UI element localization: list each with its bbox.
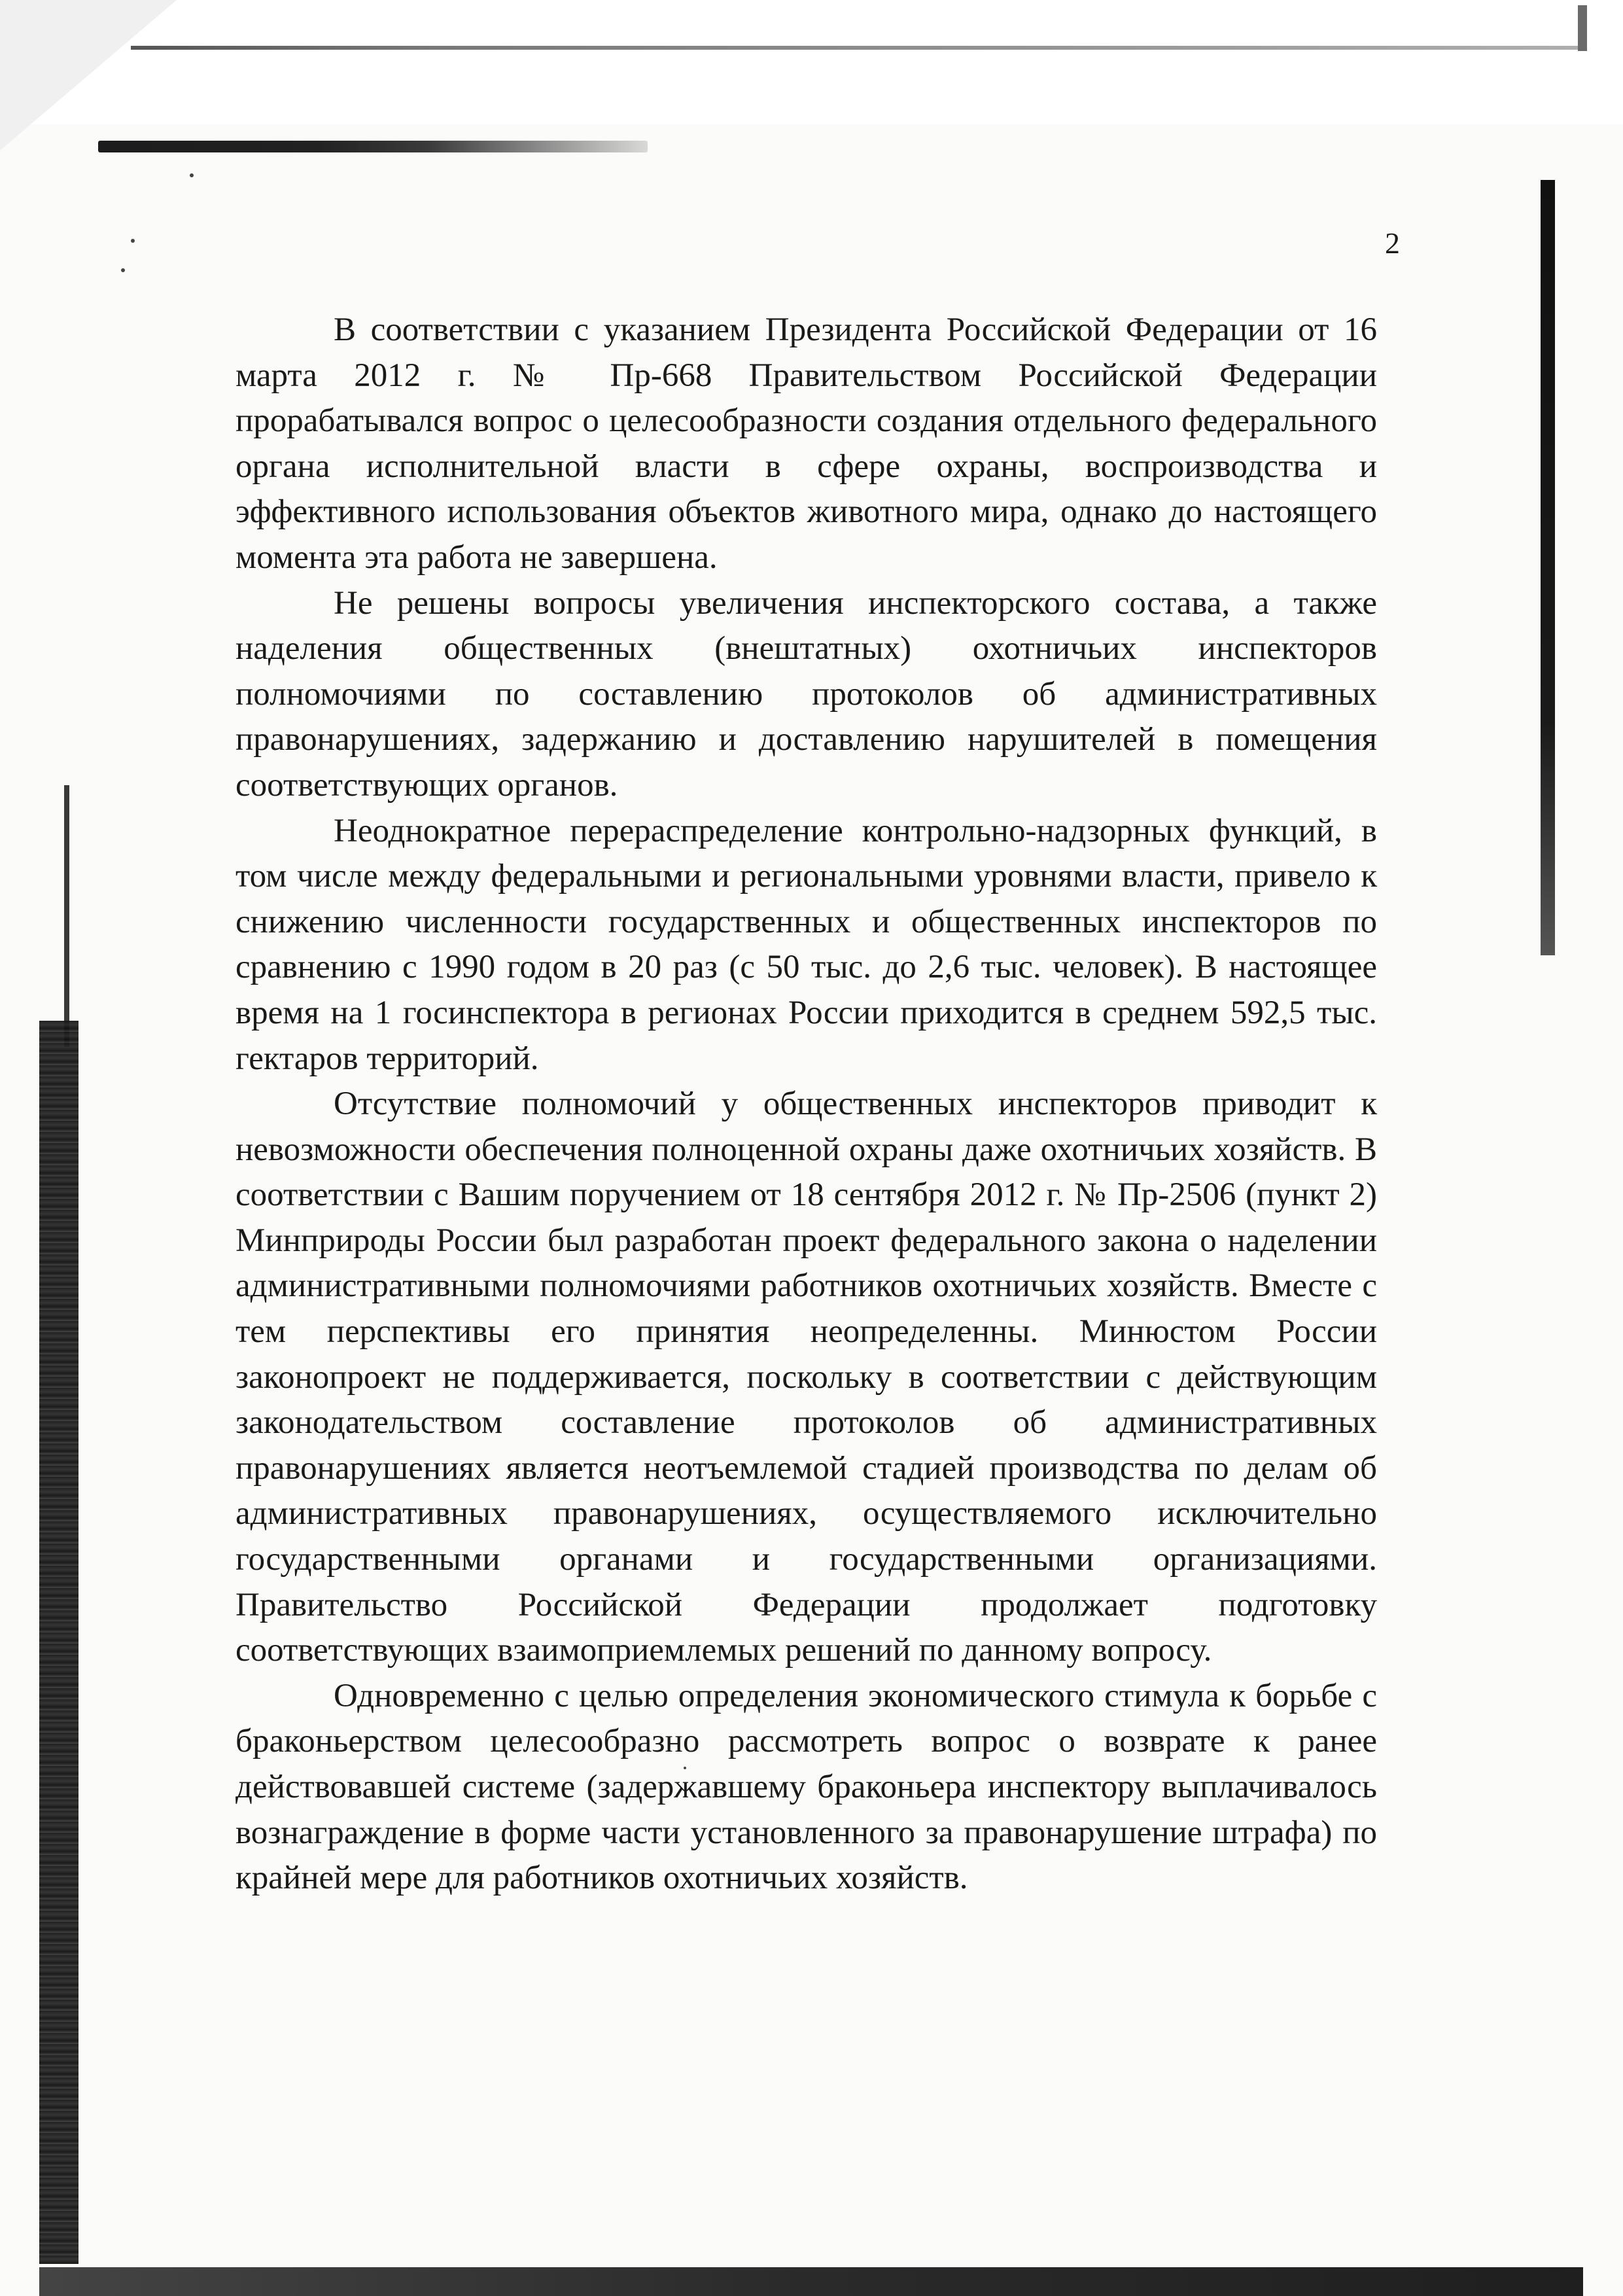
paragraph-2: Не решены вопросы увеличения инспекторского состава, а также наделения общественных (внештатных) охотничьих инспекторов полномочиями по составлению протоколов об административных правонарушениях, задержанию и доставлению нарушителей в помещения соответствующих органов. xyxy=(236,584,1377,804)
paragraph-4: Отсутствие полномочий у общественных инспекторов приводит к невозможности обеспечения полноценной охраны даже охотничьих хозяйств. В соответствии с Вашим поручением от 18 сентября 2012 г. № Пр-2506 (пункт 2) Минприроды России был разработан проект федерального закона о наделении административными полномочиями работников охотничьих хозяйств. Вместе с тем перспективы его принятия неопределенны. Минюстом России законопроект не поддерживается, поскольку в соответствии с действующим законодательством составление протоколов об административных правонарушениях является неотъемлемой стадией производства по делам об административных правонарушениях, осуществляемого исключительно государственными органами и государственными организациями. Правительство Российской Федерации продолжает подготовку соответствующих взаимоприемлемых решений по данному вопросу. xyxy=(236,1086,1377,1669)
letter-body xyxy=(236,308,1377,1901)
scan-bottom-edge-shadow xyxy=(39,2267,1583,2296)
scan-speck xyxy=(131,239,135,243)
scan-edge-line xyxy=(131,46,1583,50)
paragraph-5: Одновременно с целью определения экономического стимула к борьбе с браконьерством целесообразно рассмотреть вопрос о возврате к ранее действовавшей системе (задержавшему браконьера инспектору выплачивалось вознаграждение в форме части установленного за правонарушение штрафа) по крайней мере для работников охотничьих хозяйств. xyxy=(236,1677,1377,1897)
paragraph-1: В соответствии с указанием Президента Российской Федерации от 16 марта 2012 г. № Пр-668 Правительством Российской Федерации прорабатывался вопрос о целесообразности создания отдельного федерального органа исполнительной власти в сфере охраны, воспроизводства и эффективного использования объектов животного мира, однако до настоящего момента эта работа не завершена. xyxy=(236,311,1377,576)
scan-right-edge-shadow xyxy=(1541,180,1555,955)
page-number: 2 xyxy=(1385,226,1400,260)
scan-left-edge-line xyxy=(64,785,69,1047)
scan-speck xyxy=(190,173,194,177)
scan-left-edge-shadow xyxy=(39,1021,79,2264)
scan-corner-fold xyxy=(0,0,177,150)
paragraph-3: Неоднократное перераспределение контрольно-надзорных функций, в том числе между федеральными и региональными уровнями власти, привело к снижению численности государственных и общественных инспекторов по сравнению с 1990 годом в 20 раз (с 50 тыс. до 2,6 тыс. человек). В настоящее время на 1 госинспектора в регионах России приходится в среднем 592,5 тыс. гектаров территорий. xyxy=(236,812,1377,1077)
scan-speck xyxy=(121,268,125,272)
scan-top-margin xyxy=(0,0,1623,124)
scan-edge-mark xyxy=(1578,5,1587,51)
scan-header-smudge xyxy=(98,141,648,152)
